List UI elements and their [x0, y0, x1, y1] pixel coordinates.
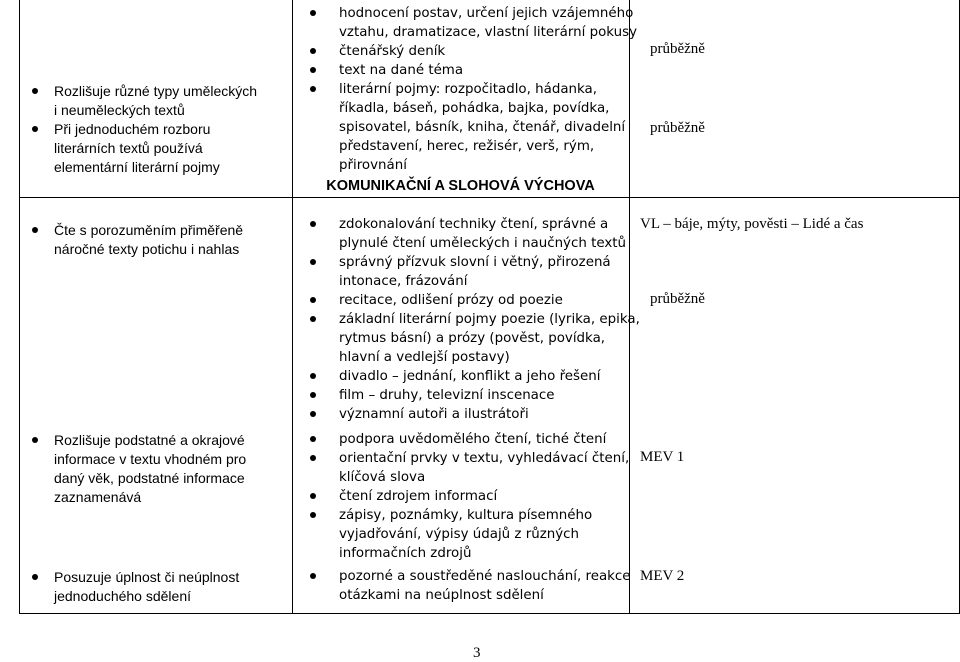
content-item: správný přízvuk slovní i větný, přirozená intonace, frázování [310, 253, 640, 291]
content-item: zdokonalování techniky čtení, správné a plynulé čtení uměleckých i naučných textů [310, 215, 640, 253]
content-column [310, 567, 640, 605]
content-column [310, 4, 640, 175]
outcome-list-3 [30, 431, 262, 507]
content-item: významní autoři a ilustrátoři [310, 405, 640, 424]
note-ongoing: průběžně [650, 41, 705, 57]
column-divider-1 [292, 0, 293, 614]
content-item: divadlo – jednání, konflikt a jeho řešení [310, 367, 640, 386]
table-border-left [19, 0, 20, 614]
outcome-item: Při jednoduchém rozboru literárních textů používá elementární literární pojmy [30, 120, 262, 177]
content-item: podpora uvědomělého čtení, tiché čtení [310, 430, 640, 449]
outcomes-column [30, 431, 262, 507]
outcome-list-4 [30, 568, 262, 606]
outcome-list-2 [30, 221, 262, 259]
outcome-item: Rozlišuje různé typy uměleckých i neuměleckých textů [30, 82, 262, 120]
outcomes-column [30, 221, 262, 259]
notes-column [638, 0, 938, 614]
note-ongoing: průběžně [650, 120, 705, 136]
content-item: orientační prvky v textu, vyhledávací čtení, klíčová slova [310, 449, 640, 487]
outcomes-column [30, 82, 262, 177]
content-list-2 [310, 215, 640, 424]
outcome-item: Rozlišuje podstatné a okrajové informace v textu vhodném pro daný věk, podstatné informace zaznamenává [30, 431, 262, 507]
outcome-list-1 [30, 82, 262, 177]
content-item: literární pojmy: rozpočitadlo, hádanka, říkadla, báseň, pohádka, bajka, povídka, spisovatel, básník, kniha, čtenář, divadelní představení, herec, režisér, verš, rým, přirovnání [310, 80, 640, 175]
content-list-4 [310, 567, 640, 605]
content-column [310, 215, 640, 424]
content-item: pozorné a soustředěné naslouchání, reakce otázkami na neúplnost sdělení [310, 567, 640, 605]
content-item: film – druhy, televizní inscenace [310, 386, 640, 405]
content-list-1 [310, 4, 640, 175]
content-item: recitace, odlišení prózy od poezie [310, 291, 640, 310]
note-ongoing: průběžně [650, 291, 705, 307]
content-column [310, 430, 640, 563]
content-item: zápisy, poznámky, kultura písemného vyjadřování, výpisy údajů z různých informačních zdrojů [310, 506, 640, 563]
outcome-item: Čte s porozuměním přiměřeně náročné texty potichu i nahlas [30, 221, 262, 259]
outcome-item: Posuzuje úplnost či neúplnost jednoduchého sdělení [30, 568, 262, 606]
content-item: základní literární pojmy poezie (lyrika, epika, rytmus básní) a prózy (pověst, povídka, hlavní a vedlejší postavy) [310, 310, 640, 367]
content-item: hodnocení postav, určení jejich vzájemného vztahu, dramatizace, vlastní literární pokusy [310, 4, 640, 42]
page-number: 3 [473, 645, 481, 661]
note-cross-curricular: VL – báje, mýty, pověsti – Lidé a čas [640, 216, 864, 232]
content-item: čtení zdrojem informací [310, 487, 640, 506]
section-heading: KOMUNIKAČNÍ A SLOHOVÁ VÝCHOVA [326, 178, 595, 194]
content-item: text na dané téma [310, 61, 640, 80]
outcomes-column [30, 568, 262, 606]
content-item: čtenářský deník [310, 42, 640, 61]
note-mev-2: MEV 2 [640, 568, 685, 584]
content-list-3 [310, 430, 640, 563]
note-mev-1: MEV 1 [640, 449, 685, 465]
